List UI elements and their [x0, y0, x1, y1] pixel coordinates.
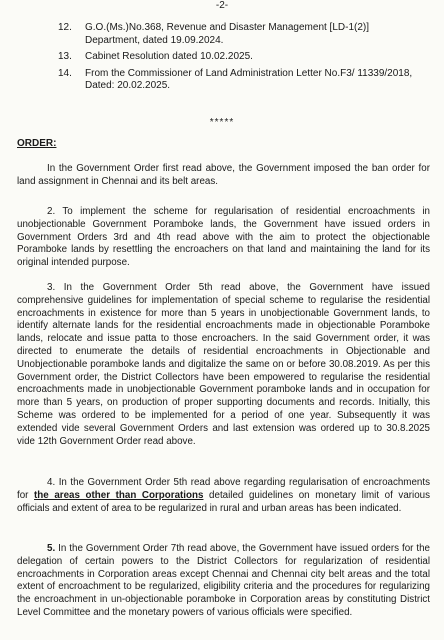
paragraph-4-text: 4. In the Government Order 5th read above regarding regularisation of encroachments for [17, 477, 430, 501]
reference-number: 14. [58, 67, 72, 79]
reference-number: 13. [58, 51, 72, 62]
separator-stars: ***** [209, 117, 235, 128]
reference-text: From the Commissioner of Land Administration Letter No.F3/ 11339/2018, Dated: 20.02.2025. [85, 67, 413, 91]
reference-item [0, 68, 444, 93]
paragraph-1: In the Government Order first read above, the Government imposed the ban order for land assignment in Chennai and its belt areas. [17, 163, 430, 187]
paragraph-2: 2. To implement the scheme for regularisation of residential encroachments in unobjectionable Government Poramboke lands, the Government have issued orders in Government Orders 3rd and 4th read above with the aim to protect the objectionable Poramboke lands by resettling the encroachers on that land and maintaining the land for its original intended purpose. [17, 206, 430, 269]
reference-item [0, 51, 444, 64]
paragraph-5 [17, 543, 430, 620]
paragraph-5-text: In the Government Order 7th read above, the Government have issued orders for the delegation of certain powers to the District Collectors for regularization of residential encroachments in Corporation areas except Chennai and Chennai city belt areas and the total extent of encroachment to be regularized, eligibility criteria and the procedures for regularizing the encroachment in un-objectionable poramboke in Corporation areas by constituting District Level Committee and the monetary powers of various officials were specified. [17, 543, 430, 618]
reference-text: Cabinet Resolution dated 10.02.2025. [85, 51, 253, 62]
paragraph-5-number: 5. [47, 543, 56, 554]
reference-list [0, 22, 444, 97]
paragraph-4 [17, 477, 430, 515]
reference-text: G.O.(Ms.)No.368, Revenue and Disaster Management [LD-1(2)] Department, dated 19.09.2024. [85, 22, 370, 46]
page-number: -2- [215, 0, 229, 11]
highlighted-phrase: the areas other than Corporations [34, 489, 204, 501]
reference-item [0, 22, 444, 47]
order-heading: ORDER: [17, 138, 57, 149]
paragraph-3: 3. In the Government Order 5th read above, the Government have issued comprehensive guidelines for implementation of special scheme to regularise the residential encroachments in existence for more than 5 years in unobjectionable Government lands, to identify alternate lands for the residential encroachments made in objectionable Poramboke lands, relocate and issue patta to those encroachers. In the said Government order, it was directed to enumerate the details of residential encroachments in Objectionable and Unobjectionable poramboke lands and digitalize the same on or before 30.08.2019. As per this Government order, the District Collectors have been empowered to regularise the residential encroachments made in unobjectionable Government poramboke lands and in occupation for more than 5 years, on production of proper supporting documents and records. Initially, this Scheme was ordered to be implemented for a period of one year. Subsequently it was extended vide several Government Orders and last extension was ordered up to 30.8.2025 vide 12th Government Order read above. [17, 282, 430, 447]
paragraph-4-text-end: detailed guidelines on monetary limit of various officials and extent of area to be regularized in rural and urban areas has been indicated. [17, 489, 431, 514]
reference-number: 12. [58, 22, 72, 33]
